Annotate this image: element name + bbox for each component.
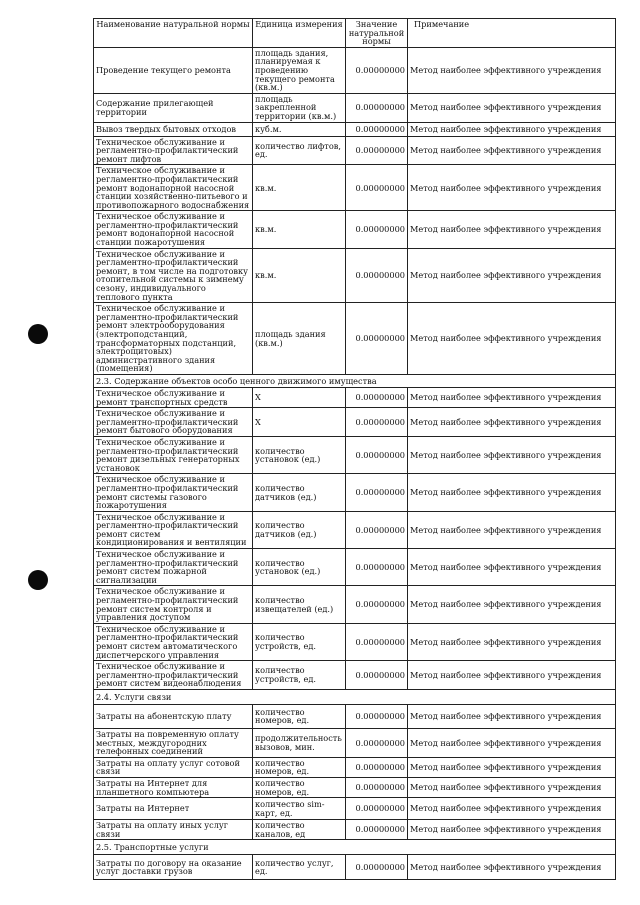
value-cell: 0.00000000 [346,623,408,660]
note-cell: Метод наиболее эффективного учреждения [408,855,616,880]
section-title: 2.4. Услуги связи [94,689,616,704]
punch-hole-bottom [28,570,48,590]
value-cell: 0.00000000 [346,798,408,820]
table-row [94,47,616,93]
note-cell: Метод наиболее эффективного учреждения [408,549,616,586]
value-cell: 0.00000000 [346,136,408,165]
norm-name-cell: Техническое обслуживание и регламентно-профилактический ремонт систем кондиционирования и вентиляции [94,511,253,548]
norm-name-cell: Затраты на абонентскую плату [94,704,253,728]
value-cell: 0.00000000 [346,777,408,797]
note-cell: Метод наиболее эффективного учреждения [408,303,616,375]
table-row [94,387,616,407]
table-row [94,623,616,660]
unit-cell: количество установок (ед.) [253,549,346,586]
table-row [94,586,616,623]
norm-name-cell: Затраты на оплату услуг сотовой связи [94,757,253,777]
table-row [94,820,616,840]
norm-name-cell: Техническое обслуживание и регламентно-профилактический ремонт бытового оборудования [94,408,253,437]
norm-name-cell: Затраты на Интернет [94,798,253,820]
norm-name-cell: Вывоз твердых бытовых отходов [94,122,253,136]
value-cell: 0.00000000 [346,436,408,473]
value-cell: 0.00000000 [346,728,408,757]
norm-name-cell: Затраты по договору на оказание услуг доставки грузов [94,855,253,880]
norm-name-cell: Техническое обслуживание и ремонт транспортных средств [94,387,253,407]
table-row [94,798,616,820]
unit-cell: X [253,408,346,437]
section-row [94,374,616,387]
section-title: 2.3. Содержание объектов особо ценного движимого имущества [94,374,616,387]
unit-cell: площадь закрепленной территории (кв.м.) [253,93,346,122]
table-row [94,757,616,777]
norm-name-cell: Техническое обслуживание и регламентно-профилактический ремонт системы газового пожаротушения [94,474,253,511]
norm-name-cell: Техническое обслуживание и регламентно-профилактический ремонт водонапорной насосной станции пожаротушения [94,211,253,248]
unit-cell: количество sim-карт, ед. [253,798,346,820]
header-note: Примечание [408,19,616,48]
note-cell: Метод наиболее эффективного учреждения [408,586,616,623]
table-row [94,93,616,122]
note-cell: Метод наиболее эффективного учреждения [408,122,616,136]
note-cell: Метод наиболее эффективного учреждения [408,661,616,690]
value-cell: 0.00000000 [346,661,408,690]
table-row [94,211,616,248]
norm-name-cell: Техническое обслуживание и регламентно-профилактический ремонт лифтов [94,136,253,165]
value-cell: 0.00000000 [346,820,408,840]
norm-name-cell: Содержание прилегающей территории [94,93,253,122]
section-title: 2.5. Транспортные услуги [94,840,616,855]
table-row [94,855,616,880]
note-cell: Метод наиболее эффективного учреждения [408,211,616,248]
punch-hole-top [28,324,48,344]
table-row [94,549,616,586]
table-row [94,777,616,797]
value-cell: 0.00000000 [346,474,408,511]
section-row [94,689,616,704]
table-row [94,474,616,511]
note-cell: Метод наиболее эффективного учреждения [408,623,616,660]
note-cell: Метод наиболее эффективного учреждения [408,704,616,728]
value-cell: 0.00000000 [346,387,408,407]
value-cell: 0.00000000 [346,511,408,548]
note-cell: Метод наиболее эффективного учреждения [408,474,616,511]
norm-name-cell: Техническое обслуживание и регламентно-профилактический ремонт водонапорной насосной станции хозяйственно-питьевого и противопожарного водоснабжения [94,165,253,211]
table-row [94,511,616,548]
unit-cell: площадь здания (кв.м.) [253,303,346,375]
norm-name-cell: Техническое обслуживание и регламентно-профилактический ремонт, в том числе на подготовку отопительной системы к зимнему сезону, индивидуального теплового пункта [94,248,253,303]
note-cell: Метод наиболее эффективного учреждения [408,248,616,303]
table-row [94,122,616,136]
section-row [94,840,616,855]
value-cell: 0.00000000 [346,549,408,586]
norm-name-cell: Техническое обслуживание и регламентно-профилактический ремонт дизельных генераторных установок [94,436,253,473]
table-row [94,248,616,303]
unit-cell: количество номеров, ед. [253,757,346,777]
note-cell: Метод наиболее эффективного учреждения [408,47,616,93]
value-cell: 0.00000000 [346,47,408,93]
unit-cell: количество номеров, ед. [253,704,346,728]
table-row [94,136,616,165]
header-value: Значение натуральной нормы [346,19,408,48]
note-cell: Метод наиболее эффективного учреждения [408,757,616,777]
unit-cell: количество датчиков (ед.) [253,474,346,511]
table-row [94,704,616,728]
value-cell: 0.00000000 [346,303,408,375]
unit-cell: количество каналов, ед [253,820,346,840]
unit-cell: X [253,387,346,407]
note-cell: Метод наиболее эффективного учреждения [408,93,616,122]
value-cell: 0.00000000 [346,248,408,303]
norm-name-cell: Техническое обслуживание и регламентно-профилактический ремонт систем контроля и управления доступом [94,586,253,623]
value-cell: 0.00000000 [346,211,408,248]
norm-name-cell: Техническое обслуживание и регламентно-профилактический ремонт систем видеонаблюдения [94,661,253,690]
unit-cell: количество установок (ед.) [253,436,346,473]
unit-cell: площадь здания, планируемая к проведению текущего ремонта (кв.м.) [253,47,346,93]
note-cell: Метод наиболее эффективного учреждения [408,798,616,820]
unit-cell: количество лифтов, ед. [253,136,346,165]
norm-name-cell: Техническое обслуживание и регламентно-профилактический ремонт систем пожарной сигнализации [94,549,253,586]
norm-name-cell: Затраты на повременную оплату местных, междугородних телефонных соединений [94,728,253,757]
table-row [94,408,616,437]
norm-name-cell: Техническое обслуживание и регламентно-профилактический ремонт систем автоматического диспетчерского управления [94,623,253,660]
note-cell: Метод наиболее эффективного учреждения [408,511,616,548]
table-row [94,436,616,473]
norm-name-cell: Затраты на Интернет для планшетного компьютера [94,777,253,797]
note-cell: Метод наиболее эффективного учреждения [408,165,616,211]
value-cell: 0.00000000 [346,704,408,728]
norm-name-cell: Проведение текущего ремонта [94,47,253,93]
unit-cell: количество услуг, ед. [253,855,346,880]
header-unit: Единица измерения [253,19,346,48]
norm-name-cell: Техническое обслуживание и регламентно-профилактический ремонт электрооборудования (электроподстанций, трансформаторных подстанций, электрощитовых) административного здания (помещения) [94,303,253,375]
note-cell: Метод наиболее эффективного учреждения [408,777,616,797]
table-row [94,303,616,375]
unit-cell: куб.м. [253,122,346,136]
unit-cell: кв.м. [253,211,346,248]
note-cell: Метод наиболее эффективного учреждения [408,408,616,437]
table-row [94,728,616,757]
unit-cell: количество датчиков (ед.) [253,511,346,548]
header-name: Наименование натуральной нормы [94,19,253,48]
value-cell: 0.00000000 [346,757,408,777]
note-cell: Метод наиболее эффективного учреждения [408,387,616,407]
note-cell: Метод наиболее эффективного учреждения [408,728,616,757]
table-row [94,661,616,690]
note-cell: Метод наиболее эффективного учреждения [408,136,616,165]
unit-cell: количество устройств, ед. [253,661,346,690]
value-cell: 0.00000000 [346,586,408,623]
value-cell: 0.00000000 [346,165,408,211]
value-cell: 0.00000000 [346,855,408,880]
note-cell: Метод наиболее эффективного учреждения [408,820,616,840]
unit-cell: продолжительность вызовов, мин. [253,728,346,757]
unit-cell: кв.м. [253,165,346,211]
norms-table [93,18,616,880]
value-cell: 0.00000000 [346,122,408,136]
unit-cell: количество номеров, ед. [253,777,346,797]
value-cell: 0.00000000 [346,93,408,122]
unit-cell: количество устройств, ед. [253,623,346,660]
value-cell: 0.00000000 [346,408,408,437]
unit-cell: кв.м. [253,248,346,303]
note-cell: Метод наиболее эффективного учреждения [408,436,616,473]
norm-name-cell: Затраты на оплату иных услуг связи [94,820,253,840]
table-row [94,165,616,211]
table-header-row [94,19,616,48]
unit-cell: количество извещателей (ед.) [253,586,346,623]
